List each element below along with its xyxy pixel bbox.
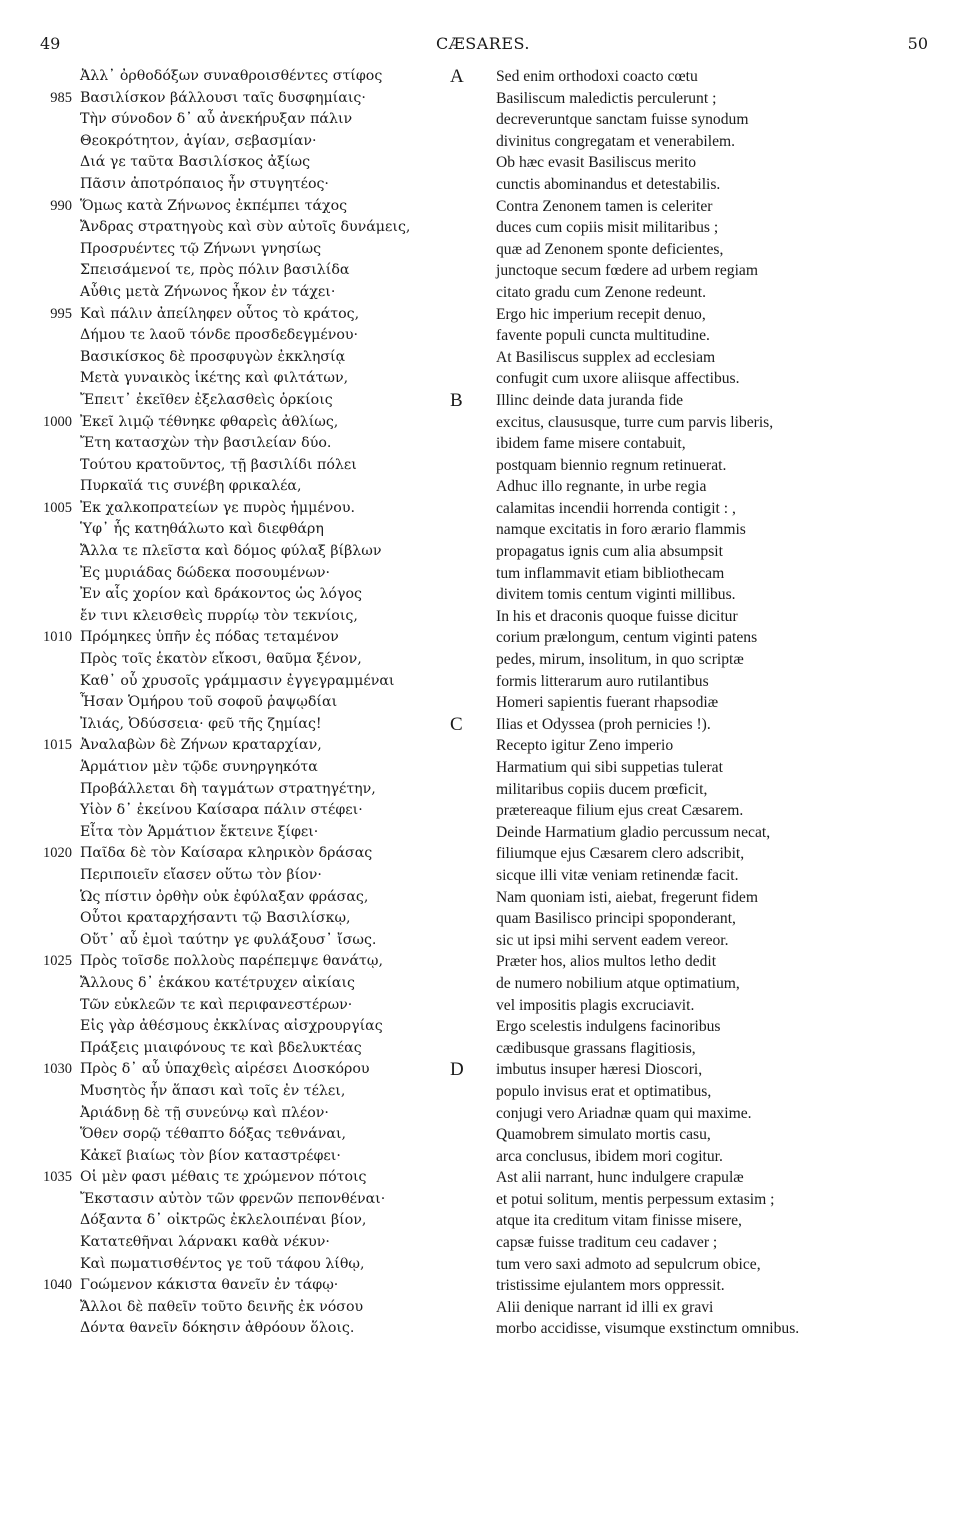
latin-verse-line xyxy=(446,476,946,498)
latin-verse-text: et potui solitum, mentis perpessum extasim ; xyxy=(496,1190,775,1208)
latin-verse-line xyxy=(446,541,946,563)
latin-verse-line xyxy=(446,1124,946,1146)
greek-verse-text: Περιποιεῖν εἴασεν οὕτω τὸν βίον· xyxy=(80,866,322,883)
greek-verse-line xyxy=(28,563,468,585)
latin-verse-text: conjugi vero Ariadnæ quam qui maxime. xyxy=(496,1104,752,1122)
greek-verse-line xyxy=(28,476,468,498)
line-number: 1010 xyxy=(43,629,72,646)
greek-verse-text: Πράξεις μιαιφόνους τε καὶ βδελυκτέας xyxy=(80,1039,362,1056)
latin-verse-text: postquam biennio regnum retinuerat. xyxy=(496,456,727,474)
latin-verse-line xyxy=(446,1103,946,1125)
latin-verse-line xyxy=(446,822,946,844)
greek-verse-line xyxy=(28,131,468,153)
latin-verse-line xyxy=(446,1038,946,1060)
page-header xyxy=(0,34,966,58)
greek-column xyxy=(28,66,468,1340)
latin-verse-text: corium prælongum, centum viginti patens xyxy=(496,629,758,647)
greek-verse-line xyxy=(28,951,468,973)
latin-verse-line xyxy=(446,217,946,239)
line-number: 985 xyxy=(50,89,72,106)
greek-verse-text: Ὑφ᾽ ἧς κατηθάλωτο καὶ διεφθάρη xyxy=(80,521,324,538)
latin-verse-text: Basiliscum maledictis perculerunt ; xyxy=(496,89,717,107)
greek-verse-text: Ἐν αἷς χορίον καὶ δράκοντος ὡς λόγος xyxy=(80,586,362,603)
latin-verse-line xyxy=(446,304,946,326)
greek-verse-text: Πρὸς τοῖς ἑκατὸν εἴκοσι, θαῦμα ξένον, xyxy=(80,651,362,668)
section-marker: B xyxy=(450,389,463,411)
latin-verse-text: duces cum copiis misit militaribus ; xyxy=(496,219,719,237)
greek-verse-text: Ἐκεῖ λιμῷ τέθνηκε φθαρεὶς ἀθλίως, xyxy=(80,413,339,430)
latin-verse-line xyxy=(446,930,946,952)
latin-verse-line xyxy=(446,390,946,412)
latin-verse-text: confugit cum uxore aliisque affectibus. xyxy=(496,370,740,388)
line-number: 995 xyxy=(50,305,72,322)
latin-verse-line xyxy=(446,433,946,455)
line-number: 1025 xyxy=(43,953,72,970)
latin-verse-text: militaribus copiis ducem prœficit, xyxy=(496,780,708,798)
latin-verse-text: decreveruntque sanctam fuisse synodum xyxy=(496,111,749,129)
latin-verse-text: divitem tomis centum viginti millibus. xyxy=(496,586,736,604)
greek-verse-text: Ἔτη κατασχὼν τὴν βασιλείαν δύο. xyxy=(80,435,332,452)
latin-verse-line xyxy=(446,584,946,606)
latin-verse-line xyxy=(446,973,946,995)
latin-verse-text: Recepto igitur Zeno imperio xyxy=(496,737,674,755)
greek-verse-line xyxy=(28,347,468,369)
greek-verse-text: Ἔπειτ᾽ ἐκεῖθεν ἐξελασθεὶς ὁρκίοις xyxy=(80,391,333,408)
section-marker: D xyxy=(450,1059,464,1081)
latin-verse-line xyxy=(446,519,946,541)
latin-verse-line xyxy=(446,649,946,671)
latin-verse-line xyxy=(446,1167,946,1189)
greek-verse-line xyxy=(28,1297,468,1319)
greek-verse-line xyxy=(28,1167,468,1189)
running-title: CÆSARES. xyxy=(436,34,530,53)
greek-verse-line xyxy=(28,1146,468,1168)
latin-verse-text: capsæ fuisse traditum ceu cadaver ; xyxy=(496,1234,718,1252)
latin-verse-line xyxy=(446,757,946,779)
latin-verse-text: Adhuc illo regnante, in urbe regia xyxy=(496,478,707,496)
greek-verse-line xyxy=(28,757,468,779)
greek-verse-line xyxy=(28,735,468,757)
latin-verse-line xyxy=(446,66,946,88)
greek-verse-text: Εἰς γὰρ ἀθέσμους ἐκκλίνας αἰσχρουργίας xyxy=(80,1018,383,1035)
greek-verse-text: Πρὸς τοῖσδε πολλοὺς παρέπεμψε θανάτῳ, xyxy=(80,953,383,970)
greek-verse-line xyxy=(28,649,468,671)
greek-verse-line xyxy=(28,973,468,995)
latin-verse-text: Ergo hic imperium recepit denuo, xyxy=(496,305,706,323)
latin-verse-line xyxy=(446,174,946,196)
latin-verse-line xyxy=(446,239,946,261)
latin-verse-text: atque ita creditum vitam finisse misere, xyxy=(496,1212,742,1230)
greek-verse-line xyxy=(28,627,468,649)
greek-verse-text: Τὴν σύνοδον δ᾽ αὖ ἀνεκήρυξαν πάλιν xyxy=(80,111,353,128)
latin-verse-text: Harmatium qui sibi suppetias tulerat xyxy=(496,759,723,776)
latin-verse-line xyxy=(446,1318,946,1340)
latin-verse-text: Præter hos, alios multos letho dedit xyxy=(496,953,717,971)
greek-verse-text: Εἶτα τὸν Ἁρμάτιον ἔκτεινε ξίφει· xyxy=(80,823,319,840)
greek-verse-text: Δόντα θανεῖν δόκησιν ἀθρόουν ὅλοις. xyxy=(80,1320,355,1337)
section-marker: C xyxy=(450,713,463,735)
latin-verse-line xyxy=(446,1081,946,1103)
line-number: 1030 xyxy=(43,1061,72,1078)
greek-verse-line xyxy=(28,1210,468,1232)
greek-verse-line xyxy=(28,1103,468,1125)
latin-verse-text: namque excitatis in foro ærario flammis xyxy=(496,521,746,539)
greek-verse-text: Ἄνδρας στρατηγοὺς καὶ σὺν αὐτοῖς δυνάμεις, xyxy=(80,219,411,236)
latin-verse-line xyxy=(446,455,946,477)
greek-verse-line xyxy=(28,519,468,541)
latin-verse-line xyxy=(446,627,946,649)
latin-verse-text: At Basiliscus supplex ad ecclesiam xyxy=(496,348,716,366)
greek-verse-text: Σπεισάμενοί τε, πρὸς πόλιν βασιλίδα xyxy=(80,262,350,279)
greek-verse-text: Ἁρμάτιον μὲν τῷδε συνηργηκότα xyxy=(80,759,318,775)
latin-verse-text: imbutus insuper hæresi Dioscori, xyxy=(496,1061,703,1079)
greek-verse-line xyxy=(28,606,468,628)
greek-verse-line xyxy=(28,368,468,390)
latin-verse-line xyxy=(446,109,946,131)
greek-verse-text: Ἄλλους δ᾽ ἑκάκου κατέτρυχεν αἰκίαις xyxy=(80,974,355,991)
latin-verse-line xyxy=(446,282,946,304)
latin-verse-line xyxy=(446,368,946,390)
latin-verse-line xyxy=(446,779,946,801)
latin-verse-text: Contra Zenonem tamen is celeriter xyxy=(496,197,713,215)
latin-verse-text: citato gradu cum Zenone redeunt. xyxy=(496,283,706,301)
greek-verse-text: Τῶν εὐκλεῶν τε καὶ περιφανεστέρων· xyxy=(80,996,353,1013)
section-marker: A xyxy=(450,66,464,87)
greek-verse-text: Ἀριάδνῃ δὲ τῇ συνεύνῳ καὶ πλέον· xyxy=(80,1104,329,1121)
greek-verse-line xyxy=(28,66,468,88)
line-number: 1000 xyxy=(43,413,72,430)
greek-verse-text: Κἀκεῖ βιαίως τὸν βίον καταστρέφει· xyxy=(80,1147,341,1164)
greek-verse-text: Καθ᾽ οὗ χρυσοῖς γράμμασιν ἐγγεγραμμέναι xyxy=(80,672,395,689)
latin-verse-text: Alii denique narrant id illi ex gravi xyxy=(496,1298,714,1316)
greek-verse-text: Ἄλλα τε πλεῖστα καὶ δόμος φύλαξ βίβλων xyxy=(80,543,382,560)
latin-verse-text: Ilias et Odyssea (proh pernicies !). xyxy=(496,715,711,733)
latin-verse-line xyxy=(446,1232,946,1254)
greek-verse-line xyxy=(28,433,468,455)
greek-verse-text: Καὶ πωματισθέντος γε τοῦ τάφου λίθῳ, xyxy=(80,1255,365,1272)
latin-verse-text: In his et draconis quoque fuisse dicitur xyxy=(496,607,738,625)
greek-verse-text: Προσρυέντες τῷ Ζήνωνι γνησίως xyxy=(80,240,322,257)
latin-verse-text: sic ut ipsi mihi servent eadem vereor. xyxy=(496,931,729,949)
greek-verse-line xyxy=(28,325,468,347)
greek-verse-line xyxy=(28,282,468,304)
greek-verse-text: Υἱὸν δ᾽ ἐκείνου Καίσαρα πάλιν στέφει· xyxy=(80,802,363,819)
line-number: 1015 xyxy=(43,737,72,754)
latin-verse-text: arca conclusus, ibidem mori cogitur. xyxy=(496,1147,723,1165)
latin-verse-text: quæ ad Zenonem sponte deficientes, xyxy=(496,240,724,258)
latin-verse-text: Illinc deinde data juranda fide xyxy=(496,391,684,409)
latin-verse-text: vel impositis plagis excruciavit. xyxy=(496,996,695,1014)
latin-verse-text: formis litterarum auro rutilantibus xyxy=(496,672,709,690)
latin-verse-text: populo invisus erat et optimatibus, xyxy=(496,1082,712,1100)
greek-verse-line xyxy=(28,196,468,218)
greek-verse-line xyxy=(28,584,468,606)
greek-verse-line xyxy=(28,671,468,693)
line-number: 1005 xyxy=(43,499,72,516)
greek-verse-line xyxy=(28,1275,468,1297)
greek-verse-line xyxy=(28,800,468,822)
latin-verse-line xyxy=(446,1210,946,1232)
latin-verse-line xyxy=(446,498,946,520)
latin-verse-text: tum inflammavit etiam bibliothecam xyxy=(496,564,725,582)
greek-verse-text: Πᾶσιν ἀποτρόπαιος ἦν στυγητέος· xyxy=(80,175,329,192)
latin-verse-text: prætereaque filium ejus creat Cæsarem. xyxy=(496,802,744,820)
latin-verse-text: cædibusque grassans flagitiosis, xyxy=(496,1039,696,1057)
greek-verse-text: Πρὸς δ᾽ αὖ ὑπαχθεὶς αἱρέσει Διοσκόρου xyxy=(80,1061,370,1078)
latin-verse-line xyxy=(446,1254,946,1276)
latin-verse-line xyxy=(446,671,946,693)
latin-verse-line xyxy=(446,692,946,714)
latin-verse-text: Homeri sapientis fuerant rhapsodiæ xyxy=(496,694,719,712)
latin-verse-line xyxy=(446,347,946,369)
latin-verse-line xyxy=(446,995,946,1017)
latin-verse-line xyxy=(446,88,946,110)
latin-verse-line xyxy=(446,1059,946,1081)
latin-verse-line xyxy=(446,1275,946,1297)
greek-verse-text: Ὡς πίστιν ὀρθὴν οὐκ ἐφύλαξαν φράσας, xyxy=(80,888,369,905)
greek-verse-line xyxy=(28,541,468,563)
greek-verse-line xyxy=(28,1124,468,1146)
greek-verse-line xyxy=(28,908,468,930)
latin-verse-text: ibidem fame misere contabuit, xyxy=(496,435,686,453)
latin-verse-text: Sed enim orthodoxi coacto cœtu xyxy=(496,68,698,85)
latin-verse-line xyxy=(446,606,946,628)
latin-verse-line xyxy=(446,714,946,736)
latin-verse-line xyxy=(446,412,946,434)
greek-verse-text: Ἔκστασιν αὐτὸν τῶν φρενῶν πεπονθέναι· xyxy=(80,1190,386,1207)
greek-verse-line xyxy=(28,217,468,239)
greek-verse-text: Αὖθις μετὰ Ζήνωνος ἧκον ἐν τάχει· xyxy=(80,283,336,300)
greek-verse-line xyxy=(28,865,468,887)
latin-verse-text: Ob hæc evasit Basiliscus merito xyxy=(496,154,697,172)
latin-verse-text: morbo accidisse, visumque exstinctum omnibus. xyxy=(496,1320,800,1338)
greek-verse-line xyxy=(28,887,468,909)
greek-verse-line xyxy=(28,412,468,434)
latin-verse-line xyxy=(446,260,946,282)
greek-verse-text: Οὗτοι κραταρχήσαντι τῷ Βασιλίσκῳ, xyxy=(80,910,351,927)
greek-verse-line xyxy=(28,995,468,1017)
greek-verse-text: Βασικίσκος δὲ προσφυγὼν ἐκκλησίᾳ xyxy=(80,348,346,365)
latin-verse-text: Ergo scelestis indulgens facinoribus xyxy=(496,1018,721,1036)
greek-verse-text: Ὅμως κατὰ Ζήνωνος ἐκπέμπει τάχος xyxy=(80,197,348,214)
greek-verse-text: Πυρκαϊά τις συνέβη φρικαλέα, xyxy=(80,478,302,495)
greek-verse-line xyxy=(28,1038,468,1060)
greek-verse-text: Ἀναλαβὼν δὲ Ζήνων κραταρχίαν, xyxy=(80,737,322,754)
greek-verse-line xyxy=(28,1016,468,1038)
greek-verse-text: Ἐς μυριάδας δώδεκα ποσουμένων· xyxy=(80,564,331,581)
latin-column xyxy=(446,66,946,1340)
latin-verse-text: Nam quoniam isti, aiebat, fregerunt fidem xyxy=(496,888,758,906)
latin-verse-line xyxy=(446,1297,946,1319)
latin-verse-text: favente populi cuncta multitudine. xyxy=(496,327,710,345)
greek-verse-line xyxy=(28,390,468,412)
greek-verse-text: Κατατεθῆναι λάρνακι καθὰ νέκυν· xyxy=(80,1234,330,1251)
latin-verse-line xyxy=(446,131,946,153)
greek-verse-line xyxy=(28,1189,468,1211)
greek-verse-text: Οἱ μὲν φασι μέθαις τε χρώμενον πότοις xyxy=(80,1169,367,1186)
greek-verse-line xyxy=(28,1059,468,1081)
latin-verse-text: cunctis abominandus et detestabilis. xyxy=(496,175,721,193)
greek-verse-line xyxy=(28,109,468,131)
greek-verse-line xyxy=(28,930,468,952)
latin-verse-text: quam Basilisco principi spoponderant, xyxy=(496,910,736,928)
greek-verse-text: Ὅθεν σορῷ τέθαπτο δόξας τεθνάναι, xyxy=(80,1126,347,1143)
latin-verse-text: calamitas incendii horrenda contigit : , xyxy=(496,499,736,517)
greek-verse-text: Παῖδα δὲ τὸν Καίσαρα κληρικὸν δράσας xyxy=(80,845,373,862)
latin-verse-text: excitus, claususque, turre cum parvis liberis, xyxy=(496,413,774,431)
latin-verse-line xyxy=(446,1016,946,1038)
greek-verse-line xyxy=(28,260,468,282)
greek-verse-line xyxy=(28,1318,468,1340)
greek-verse-text: Θεοκρότητον, ἁγίαν, σεβασμίαν· xyxy=(80,132,317,149)
greek-verse-line xyxy=(28,304,468,326)
greek-verse-text: Ἀλλ᾽ ὀρθοδόξων συναθροισθέντες στίφος xyxy=(80,68,383,84)
greek-verse-text: Οὔτ᾽ αὖ ἐμοὶ ταύτην γε φυλάξουσ᾽ ἴσως. xyxy=(80,931,377,948)
greek-verse-text: Ἰλιάς, Ὀδύσσεια· φεῦ τῆς ζημίας! xyxy=(80,715,322,732)
latin-verse-line xyxy=(446,1189,946,1211)
greek-verse-line xyxy=(28,779,468,801)
greek-verse-text: Διά γε ταῦτα Βασιλίσκος ἀξίως xyxy=(80,154,311,171)
greek-verse-line xyxy=(28,152,468,174)
latin-verse-line xyxy=(446,563,946,585)
greek-verse-line xyxy=(28,174,468,196)
latin-verse-text: propagatus ignis cum alia absumpsit xyxy=(496,543,723,561)
latin-verse-line xyxy=(446,1146,946,1168)
latin-verse-text: sicque illi vitæ veniam retinendæ facit. xyxy=(496,866,739,884)
line-number: 1040 xyxy=(43,1277,72,1294)
latin-verse-text: tristissime ejulantem mors oppressit. xyxy=(496,1277,725,1295)
latin-verse-line xyxy=(446,951,946,973)
greek-verse-text: Καὶ πάλιν ἀπείληφεν οὗτος τὸ κράτος, xyxy=(80,305,360,322)
latin-verse-line xyxy=(446,735,946,757)
latin-verse-text: junctoque secum fœdere ad urbem regiam xyxy=(496,262,758,280)
greek-verse-line xyxy=(28,239,468,261)
greek-verse-line xyxy=(28,88,468,110)
greek-verse-line xyxy=(28,498,468,520)
latin-verse-text: filiumque ejus Cæsarem clero adscribit, xyxy=(496,845,745,863)
latin-verse-line xyxy=(446,865,946,887)
latin-verse-line xyxy=(446,325,946,347)
latin-verse-text: divinitus congregatam et venerabilem. xyxy=(496,132,736,150)
greek-verse-line xyxy=(28,822,468,844)
greek-verse-text: Βασιλίσκον βάλλουσι ταῖς δυσφημίαις· xyxy=(80,89,366,106)
greek-verse-text: Δήμου τε λαοῦ τόνδε προσδεδεγμένου· xyxy=(80,327,359,344)
latin-verse-text: Deinde Harmatium gladio percussum necat, xyxy=(496,823,771,841)
greek-verse-text: Μυσητὸς ἦν ἅπασι καὶ τοῖς ἐν τέλει, xyxy=(80,1082,346,1099)
greek-verse-text: Ἐκ χαλκοπρατείων γε πυρὸς ἡμμένου. xyxy=(80,499,355,516)
latin-verse-line xyxy=(446,196,946,218)
latin-verse-text: Ast alii narrant, hunc indulgere crapulæ xyxy=(496,1169,744,1187)
greek-verse-line xyxy=(28,692,468,714)
greek-verse-text: Μετὰ γυναικὸς ἱκέτης καὶ φιλτάτων, xyxy=(80,370,349,387)
greek-verse-line xyxy=(28,1232,468,1254)
latin-verse-line xyxy=(446,800,946,822)
latin-verse-text: Quamobrem simulato mortis casu, xyxy=(496,1126,711,1144)
right-page-number: 50 xyxy=(907,34,928,53)
latin-verse-text: de numero nobilium atque optimatium, xyxy=(496,974,740,992)
greek-verse-line xyxy=(28,1081,468,1103)
greek-verse-text: Γοώμενον κάκιστα θανεῖν ἐν τάφῳ· xyxy=(80,1277,339,1294)
greek-verse-text: Ἦσαν Ὁμήρου τοῦ σοφοῦ ῥαψῳδίαι xyxy=(80,694,338,711)
greek-verse-line xyxy=(28,714,468,736)
greek-verse-text: ἔν τινι κλεισθεὶς πυρρίῳ τὸν τεκνίοις, xyxy=(80,607,358,624)
latin-verse-text: tum vero saxi admoto ad sepulcrum obice, xyxy=(496,1255,761,1273)
greek-verse-line xyxy=(28,843,468,865)
latin-verse-line xyxy=(446,843,946,865)
greek-verse-text: Δόξαντα δ᾽ οἰκτρῶς ἐκλελοιπέναι βίον, xyxy=(80,1212,367,1229)
latin-verse-line xyxy=(446,152,946,174)
greek-verse-line xyxy=(28,1254,468,1276)
line-number: 990 xyxy=(50,197,72,214)
greek-verse-text: Τούτου κρατοῦντος, τῇ βασιλίδι πόλει xyxy=(80,456,357,473)
greek-verse-text: Ἄλλοι δὲ παθεῖν τοῦτο δεινῆς ἐκ νόσου xyxy=(80,1298,364,1315)
left-page-number: 49 xyxy=(40,34,61,53)
greek-verse-text: Προβάλλεται δὴ ταγμάτων στρατηγέτην, xyxy=(80,780,376,797)
greek-verse-text: Πρόμηκες ὑπῆν ἐς πόδας τεταμένον xyxy=(80,629,339,646)
latin-verse-text: pedes, mirum, insolitum, in quo scriptæ xyxy=(496,651,744,669)
latin-verse-line xyxy=(446,908,946,930)
line-number: 1035 xyxy=(43,1169,72,1186)
latin-verse-line xyxy=(446,887,946,909)
greek-verse-line xyxy=(28,455,468,477)
line-number: 1020 xyxy=(43,845,72,862)
